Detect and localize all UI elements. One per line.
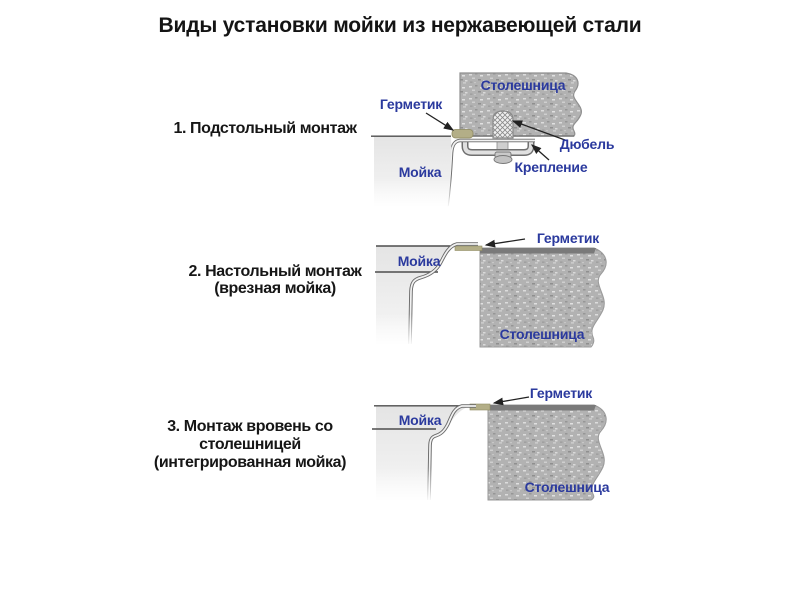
sealant-label-2: Герметик: [536, 230, 600, 246]
sealant-arrow-1: [426, 113, 453, 130]
method-1-line-1: 1. Подстольный монтаж: [173, 120, 357, 137]
dowel-shape: [493, 111, 513, 138]
bolt-nut: [494, 156, 512, 164]
diagram-1-undermount: [371, 73, 615, 208]
sink-label-1: Мойка: [398, 164, 442, 180]
sink-bottom-fade-3: [374, 468, 436, 502]
fastener-arrow: [532, 145, 549, 160]
dowel-label: Дюбель: [559, 136, 615, 152]
sink-bottom-fade-2: [374, 314, 416, 346]
sink-bottom-fade-1: [372, 178, 456, 208]
sealant-shape-2: [455, 246, 482, 251]
fastener-label: Крепление: [514, 159, 588, 175]
sealant-label-1: Герметик: [379, 96, 443, 112]
method-2-line-1: 2. Настольный монтаж: [188, 263, 362, 280]
sealant-arrow-3: [494, 397, 529, 403]
sealant-shape-1: [452, 130, 473, 139]
method-3-line-3: (интегрированная мойка): [153, 454, 347, 471]
method-2-line-2: (врезная мойка): [214, 279, 336, 297]
sink-label-2: Мойка: [397, 253, 441, 269]
page-title: Виды установки мойки из нержавеющей стали: [158, 14, 642, 37]
sealant-label-3: Герметик: [529, 385, 593, 401]
sink-label-3: Мойка: [398, 412, 442, 428]
countertop-label-3: Столешница: [524, 479, 610, 495]
countertop-label-2: Столешница: [499, 326, 585, 342]
countertop-top-edge-3: [488, 405, 596, 411]
sealant-arrow-2: [486, 239, 525, 245]
diagram-3-flushmount: [372, 385, 610, 502]
method-3-line-1: 3. Монтаж вровень со: [167, 418, 333, 435]
countertop-top-edge-2: [480, 248, 596, 254]
diagram-2-topmount: [374, 230, 606, 347]
method-3-line-2: столешницей: [199, 436, 301, 453]
countertop-label-1: Столешница: [480, 77, 566, 93]
